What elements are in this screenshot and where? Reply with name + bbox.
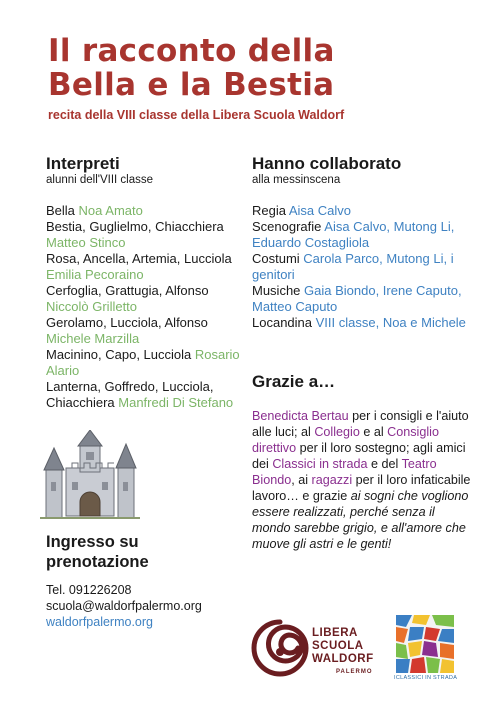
cast-name: Manfredi Di Stefano [118,395,234,410]
thanks-name: ragazzi [311,473,353,487]
cast-role: Bestia, Guglielmo, Chiacchiera [46,219,224,234]
cast-name: Noa Amato [78,203,143,218]
crew-name: VIII classe, Noa e Michele [315,315,466,330]
email: scuola@waldorfpalermo.org [46,599,202,613]
thanks-text-run: e del [367,457,402,471]
interpreti-heading: Interpreti [46,154,120,173]
cast-entry [46,379,246,411]
cast-role: Cerfoglia, Grattugia, Alfonso [46,283,209,298]
crew-entry [252,219,472,251]
thanks-name: Consiglio direttivo [252,425,439,455]
libera-scuola-waldorf-logo [250,618,390,682]
cast-entry [46,315,246,347]
thanks-italic: ai sogni che vogliono essere realizzati, perché senza il mondo sarebbe grigio, e all'amore che muove gli astri e le genti! [252,489,469,551]
logo-caption: ICLASSICI IN STRADA [394,675,458,681]
cast-entry [46,283,246,315]
classici-in-strada-logo [394,615,458,683]
title-line-2: Bella e la Bestia [48,67,335,103]
cast-entry [46,219,246,251]
cast-entry [46,203,246,219]
thanks-name: Teatro Biondo [252,457,437,487]
cast-role: Rosa, Ancella, Artemia, Lucciola [46,251,232,266]
crew-name: Aisa Calvo, Mutong Li, Eduardo Costagliola [252,219,455,250]
thanks-text [252,408,474,552]
thanks-text-run: per il loro sostegno; agli amici dei [252,441,466,471]
cast-role: Macinino, Capo, Lucciola [46,347,195,362]
thanks-text-run: per i consigli e l'aiuto alle luci; al [252,409,469,439]
spiral-logo-icon [250,618,310,678]
thanks-text-run: per il loro infaticabile lavoro… e grazie [252,473,471,503]
thanks-name: Classici in strada [272,457,368,471]
logo-line: PALERMO [336,669,373,675]
phone: Tel. 091226208 [46,583,132,597]
collaboratori-section [252,154,472,331]
collaboratori-subheading: alla messinscena [252,174,341,186]
website-link[interactable]: waldorfpalermo.org [46,615,153,629]
crew-entry [252,283,472,315]
crew-name: Carola Parco, Mutong Li, i genitori [252,251,454,282]
subtitle: recita della VIII classe della Libera Scuola Waldorf [48,108,345,122]
crew-role: Locandina [252,315,316,330]
title-line-1: Il racconto della [48,33,335,69]
crew-entry [252,315,472,331]
cast-name: Michele Marzilla [46,331,140,346]
contacts [46,582,202,630]
cast-entry [46,251,246,283]
crew-entry [252,251,472,283]
cast-entry [46,347,246,379]
thanks-text-run: , ai [291,473,312,487]
thanks-section [252,372,474,552]
crew-name: Gaia Biondo, Irene Caputo, Matteo Caputo [252,283,462,314]
cast-name: Rosario Alario [46,347,240,378]
cast-name: Matteo Stinco [46,235,126,250]
booking-line-2: prenotazione [46,553,149,571]
thanks-name: Collegio [314,425,360,439]
logo-text [312,627,374,679]
cast-name: Niccolò Grilletto [46,299,138,314]
cast-name: Emilia Pecoraino [46,267,144,282]
crew-entry [252,203,472,219]
crew-role: Costumi [252,251,304,266]
logo-line: WALDORF [312,653,374,665]
mosaic-logo-icon [396,615,454,673]
crew-role: Scenografie [252,219,325,234]
interpreti-section [46,154,246,411]
logo-line: SCUOLA [312,640,364,652]
thanks-name: Benedicta Bertau [252,409,349,423]
logo-line: LIBERA [312,627,358,639]
castle-illustration [40,430,140,522]
collaboratori-heading: Hanno collaborato [252,154,402,173]
booking-line-1: Ingresso su [46,533,139,551]
cast-role: Gerolamo, Lucciola, Alfonso [46,315,208,330]
booking-notice [46,532,149,572]
crew-role: Musiche [252,283,305,298]
crew-role: Regia [252,203,289,218]
cast-role: Lanterna, Goffredo, Lucciola, Chiacchiera [46,379,214,410]
interpreti-subheading: alunni dell'VIII classe [46,174,154,186]
cast-role: Bella [46,203,79,218]
thanks-heading: Grazie a… [252,372,336,391]
crew-name: Aisa Calvo [288,203,352,218]
thanks-text-run: e al [359,425,388,439]
poster-title [48,34,488,102]
